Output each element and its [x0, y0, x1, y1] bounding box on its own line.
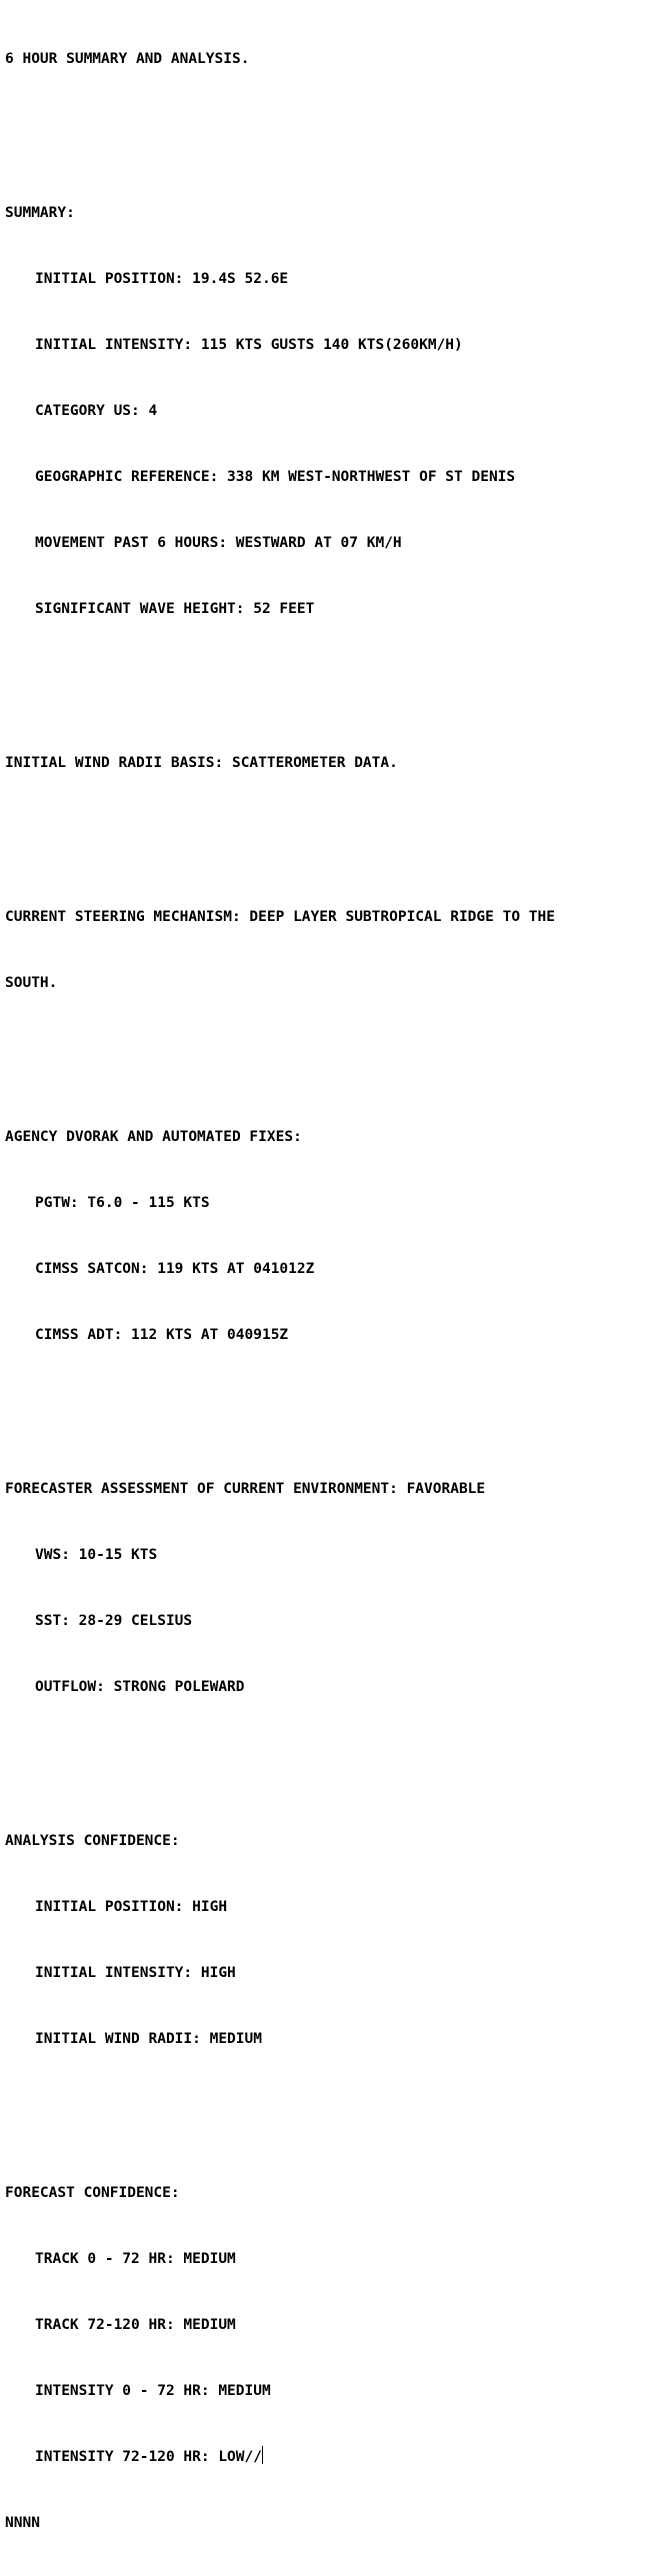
steering-line-2: SOUTH. [5, 975, 58, 991]
forecast-confidence-heading: FORECAST CONFIDENCE: [5, 2185, 180, 2201]
dvorak-heading: AGENCY DVORAK AND AUTOMATED FIXES: [5, 1129, 302, 1145]
summary-movement: MOVEMENT PAST 6 HOURS: WESTWARD AT 07 KM/H [35, 535, 402, 551]
forecast-confidence-intensity-72-120-row [5, 2446, 651, 2468]
forecast-confidence-track-72-120: TRACK 72-120 HR: MEDIUM [35, 2317, 236, 2333]
end-marker: NNNN [5, 2515, 40, 2531]
summary-geographic-reference: GEOGRAPHIC REFERENCE: 338 KM WEST-NORTHWEST OF ST DENIS [35, 469, 516, 485]
wind-radii-basis: INITIAL WIND RADII BASIS: SCATTEROMETER DATA. [5, 755, 398, 771]
summary-initial-position: INITIAL POSITION: 19.4S 52.6E [35, 271, 289, 287]
blank-line [5, 1390, 651, 1412]
forecast-confidence-intensity-72-120: INTENSITY 72-120 HR: LOW// [35, 2449, 262, 2465]
dvorak-pgtw: PGTW: T6.0 - 115 KTS [35, 1195, 210, 1211]
environment-outflow: OUTFLOW: STRONG POLEWARD [35, 1679, 245, 1695]
dvorak-cimss-adt: CIMSS ADT: 112 KTS AT 040915Z [35, 1327, 289, 1343]
analysis-confidence-intensity: INITIAL INTENSITY: HIGH [35, 1965, 236, 1981]
summary-heading: SUMMARY: [5, 205, 75, 221]
steering-line-1: CURRENT STEERING MECHANISM: DEEP LAYER SUBTROPICAL RIDGE TO THE [5, 909, 555, 925]
blank-line [5, 818, 651, 840]
text-cursor [262, 2446, 263, 2464]
blank-line [5, 114, 651, 136]
blank-line [5, 1038, 651, 1060]
environment-sst: SST: 28-29 CELSIUS [35, 1613, 193, 1629]
blank-line [5, 2094, 651, 2116]
forecast-confidence-track-0-72: TRACK 0 - 72 HR: MEDIUM [35, 2251, 236, 2267]
analysis-confidence-wind-radii: INITIAL WIND RADII: MEDIUM [35, 2031, 262, 2047]
summary-category: CATEGORY US: 4 [35, 403, 158, 419]
document-title: 6 HOUR SUMMARY AND ANALYSIS. [5, 51, 250, 67]
blank-line [5, 664, 651, 686]
environment-heading: FORECASTER ASSESSMENT OF CURRENT ENVIRONMENT: FAVORABLE [5, 1481, 486, 1497]
analysis-confidence-position: INITIAL POSITION: HIGH [35, 1899, 228, 1915]
summary-wave-height: SIGNIFICANT WAVE HEIGHT: 52 FEET [35, 601, 315, 617]
analysis-confidence-heading: ANALYSIS CONFIDENCE: [5, 1833, 180, 1849]
blank-line [5, 1742, 651, 1764]
environment-vws: VWS: 10-15 KTS [35, 1547, 158, 1563]
forecast-confidence-intensity-0-72: INTENSITY 0 - 72 HR: MEDIUM [35, 2383, 271, 2399]
dvorak-cimss-satcon: CIMSS SATCON: 119 KTS AT 041012Z [35, 1261, 315, 1277]
summary-initial-intensity: INITIAL INTENSITY: 115 KTS GUSTS 140 KTS(260KM/H) [35, 337, 463, 353]
